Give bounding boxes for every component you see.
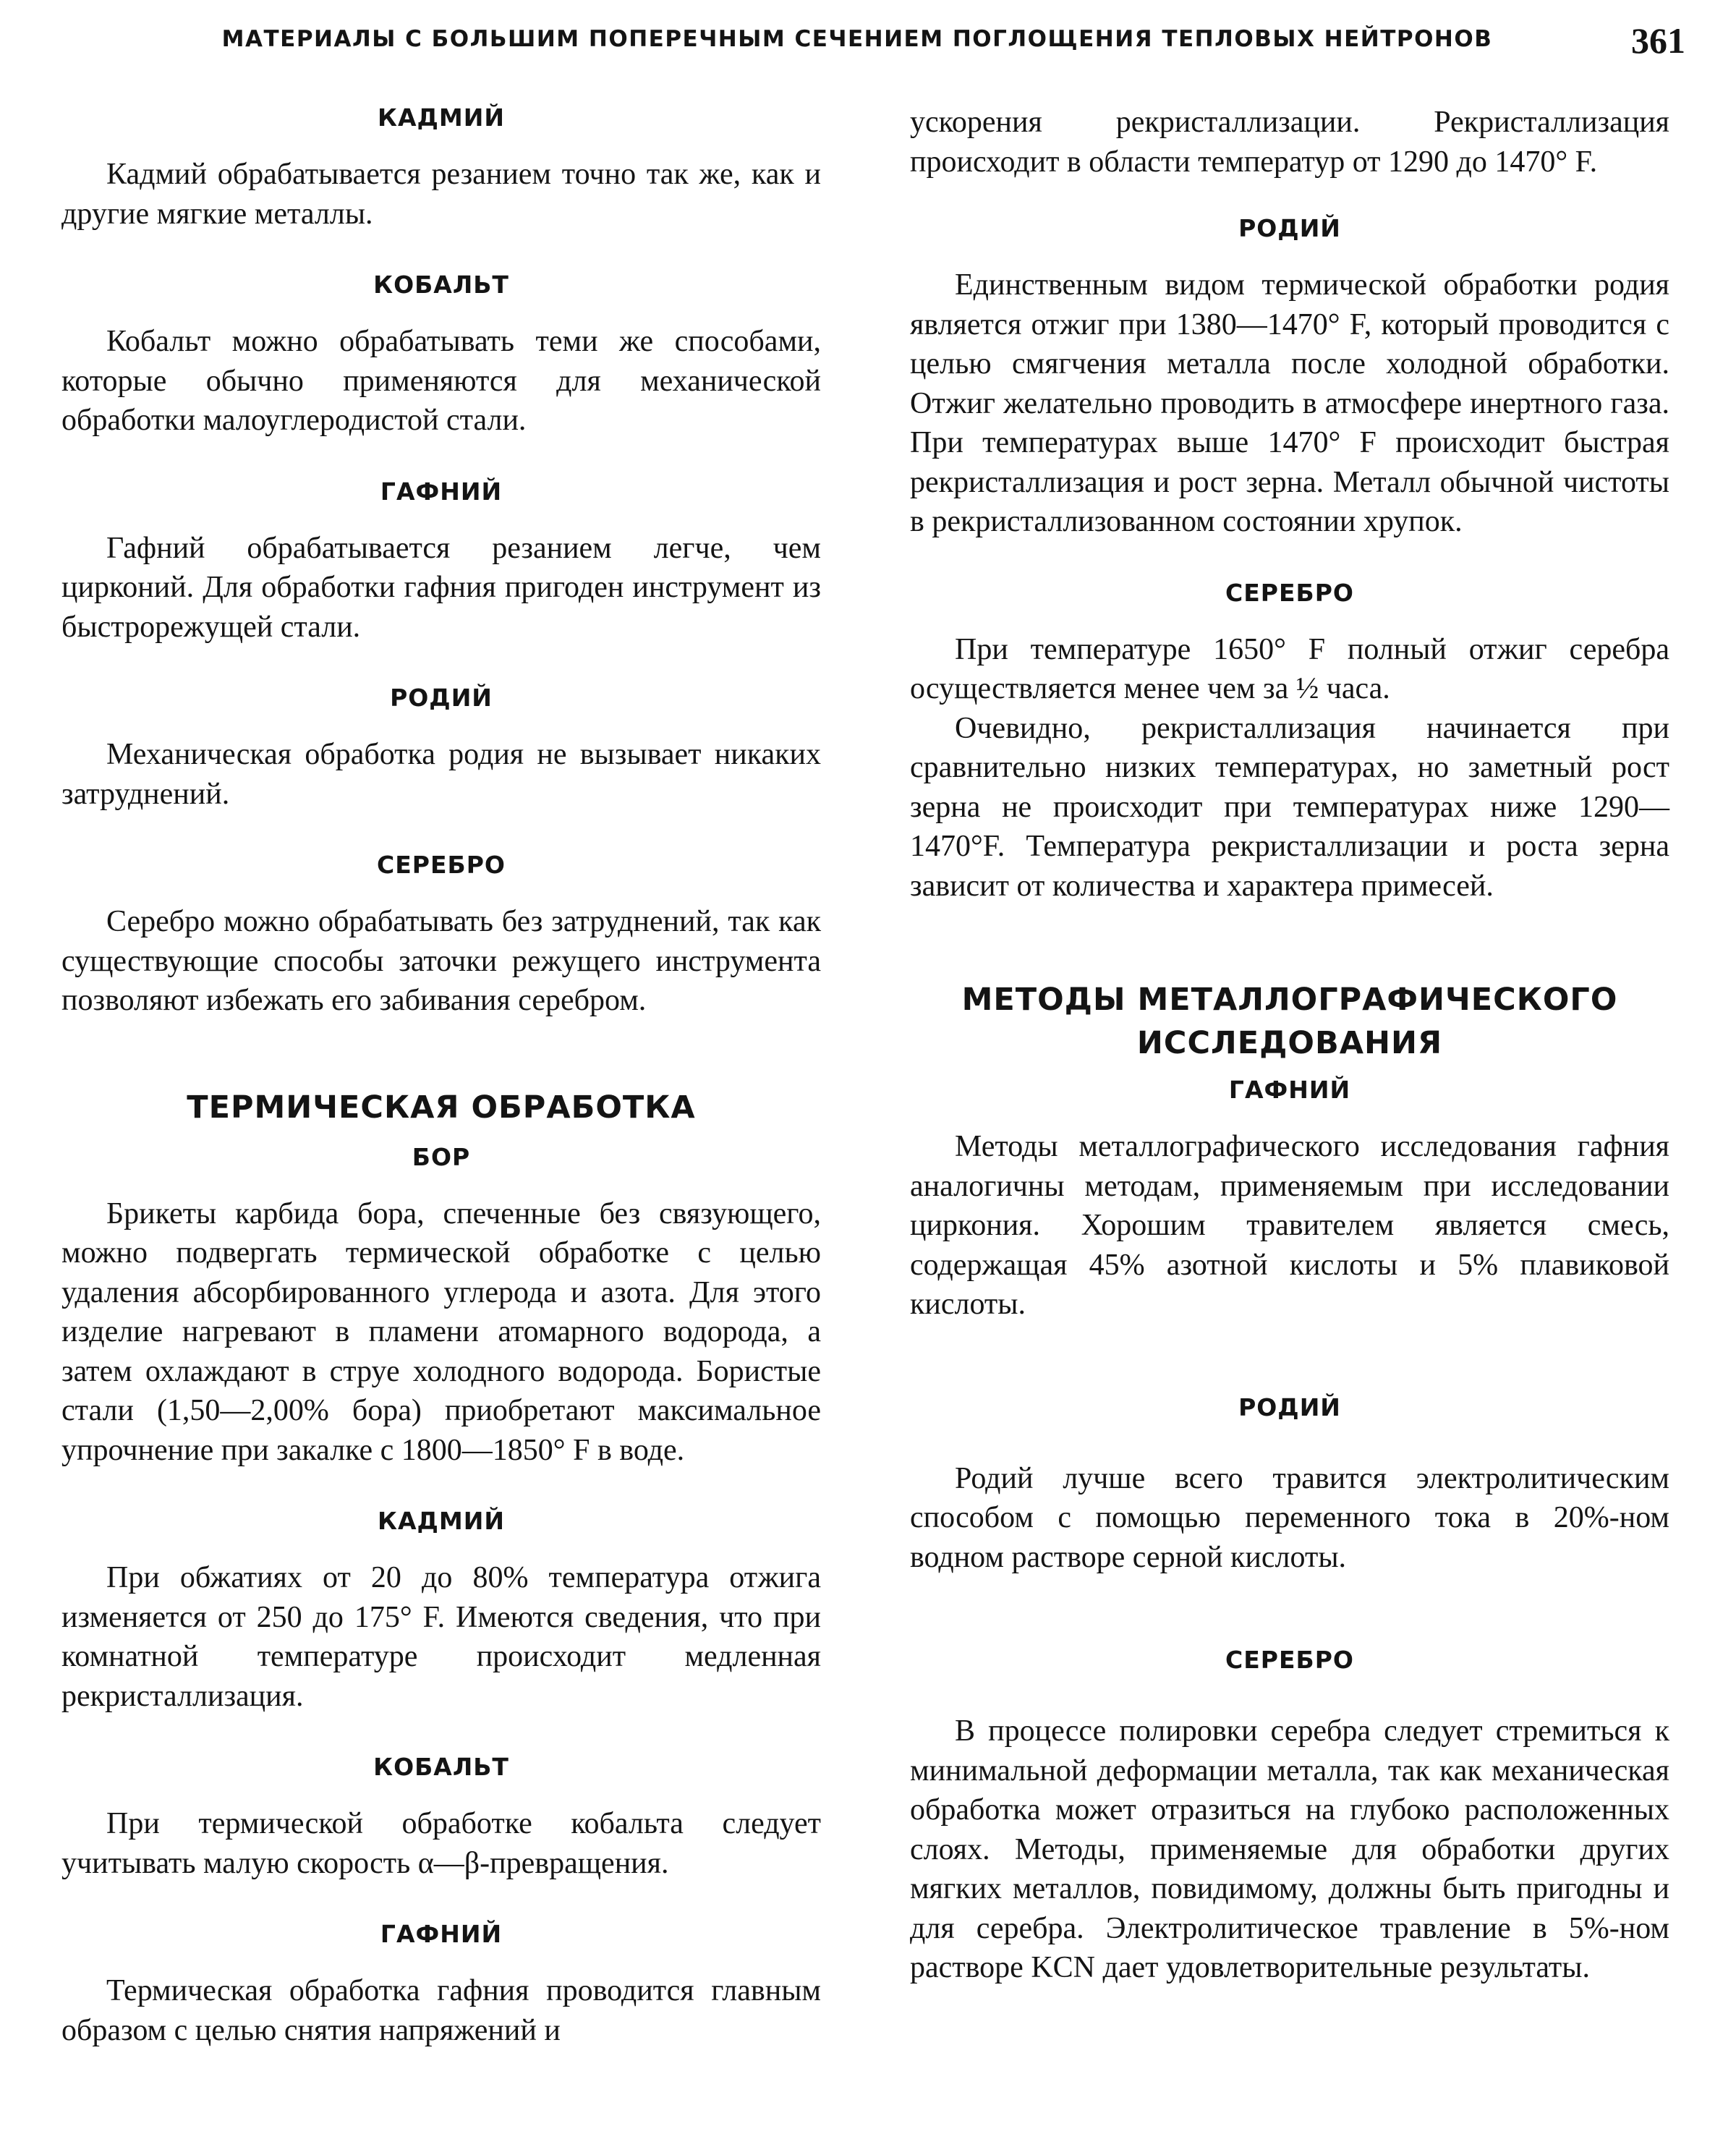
subheading-rhodium-metallography: РОДИЙ: [1238, 1393, 1341, 1421]
left-column: [61, 100, 821, 2050]
paragraph-silver-heat-2: Очевидно, рекристаллизация начинается при сравнительно низких температурах, но заметный рост зерна не происходит при температурах ниже 1290—1470°F. Температура рекристаллизации и роста зерна зависит от количества и характера примесей.: [910, 711, 1669, 903]
paragraph-rhodium-heat: Единственным видом термической обработки родия является отжиг при 1380—1470° F, который проводится с целью смягчения металла после холодной обработки. Отжиг желательно проводить в атмосфере инертного газа. При температурах выше 1470° F происходит быстрая рекристаллизация и рост зерна. Металл обычной чистоты в рекристаллизованном состоянии хрупок.: [910, 268, 1669, 538]
subheading-cobalt-machining: КОБАЛЬТ: [373, 271, 509, 299]
page-number: 361: [1631, 20, 1685, 61]
subheading-silver-machining: СЕРЕБРО: [377, 851, 506, 879]
paragraph-hafnium-machining: Гафний обрабатывается резанием легче, чем цирконий. Для обработки гафния пригоден инструмент из быстрорежущей стали.: [61, 531, 821, 644]
subheading-hafnium-machining: ГАФНИЙ: [380, 477, 503, 506]
subheading-boron: БОР: [412, 1142, 471, 1171]
subheading-rhodium-heat: РОДИЙ: [1238, 214, 1341, 242]
right-column: [910, 103, 1669, 1988]
subheading-cobalt-heat: КОБАЛЬТ: [373, 1753, 509, 1781]
paragraph-hafnium-metallography: Методы металлографического исследования гафния аналогичны методам, применяемым при исследовании циркония. Хорошим травителем является смесь, содержащая 45% азотной кислоты и 5% плавиковой кислоты.: [910, 1130, 1669, 1321]
paragraph-silver-heat-1: При температуре 1650° F полный отжиг серебра осуществляется менее чем за ½ часа.: [910, 632, 1669, 705]
running-header: МАТЕРИАЛЫ С БОЛЬШИМ ПОПЕРЕЧНЫМ СЕЧЕНИЕМ ПОГЛОЩЕНИЯ ТЕПЛОВЫХ НЕЙТРОНОВ: [221, 26, 1493, 52]
subheading-hafnium-metallography: ГАФНИЙ: [1228, 1076, 1351, 1104]
subheading-cadmium-heat: КАДМИЙ: [378, 1507, 505, 1535]
paragraph-boron: Брикеты карбида бора, спеченные без связующего, можно подвергать термической обработке с целью удаления абсорбированного углерода и азота. Для этого изделие нагревают в пламени атомарного водорода, а затем охлаждают в струе холодного водорода. Бористые стали (1,50—2,00% бора) приобретают максимальное упрочнение при закалке с 1800—1850° F в воде.: [61, 1196, 821, 1467]
paragraph-rhodium-machining: Механическая обработка родия не вызывает никаких затруднений.: [61, 738, 821, 811]
paragraph-hafnium-heat: Термическая обработка гафния проводится главным образом с целью снятия напряжений и: [61, 1974, 821, 2047]
section-title-heat-treatment: ТЕРМИЧЕСКАЯ ОБРАБОТКА: [187, 1089, 696, 1126]
section-title-metallography-line-1: МЕТОДЫ МЕТАЛЛОГРАФИЧЕСКОГО: [961, 982, 1618, 1018]
subheading-rhodium-machining: РОДИЙ: [390, 684, 493, 712]
paragraph-rhodium-metallography: Родий лучше всего травится электролитическим способом с помощью переменного тока в 20%-ном водном растворе серной кислоты.: [910, 1461, 1669, 1574]
section-title-metallography-line-2: ИССЛЕДОВАНИЯ: [1136, 1025, 1443, 1061]
subheading-silver-metallography: СЕРЕБРО: [1225, 1646, 1354, 1674]
paragraph-silver-metallography: В процессе полировки серебра следует стремиться к минимальной деформации металла, так как механическая обработка может отразиться на глубоко расположенных слоях. Методы, применяемые для обработки других мягких металлов, повидимому, должны быть пригодны и для серебра. Электролитическое травление в 5%-ном растворе KCN дает удовлетворительные результаты.: [910, 1714, 1669, 1984]
paragraph-cadmium-heat: При обжатиях от 20 до 80% температура отжига изменяется от 250 до 175° F. Имеются сведения, что при комнатной температуре происходит медленная рекристаллизация.: [61, 1561, 821, 1713]
paragraph-hafnium-heat-continued: ускорения рекристаллизации. Рекристаллизация происходит в области температур от 1290 до 1470° F.: [910, 106, 1669, 179]
paragraph-cobalt-machining: Кобальт можно обрабатывать теми же способами, которые обычно применяются для механической обработки малоуглеродистой стали.: [61, 325, 821, 437]
subheading-silver-heat: СЕРЕБРО: [1225, 578, 1354, 607]
paragraph-cadmium-machining: Кадмий обрабатывается резанием точно так же, как и другие мягкие металлы.: [61, 158, 821, 231]
paragraph-silver-machining: Серебро можно обрабатывать без затруднений, так как существующие способы заточки режущего инструмента позволяют избежать его забивания серебром.: [61, 905, 821, 1017]
paragraph-cobalt-heat: При термической обработке кобальта следует учитывать малую скорость α—β-превращения.: [61, 1807, 821, 1880]
subheading-cadmium-machining: КАДМИЙ: [378, 103, 505, 132]
subheading-hafnium-heat: ГАФНИЙ: [380, 1920, 503, 1948]
